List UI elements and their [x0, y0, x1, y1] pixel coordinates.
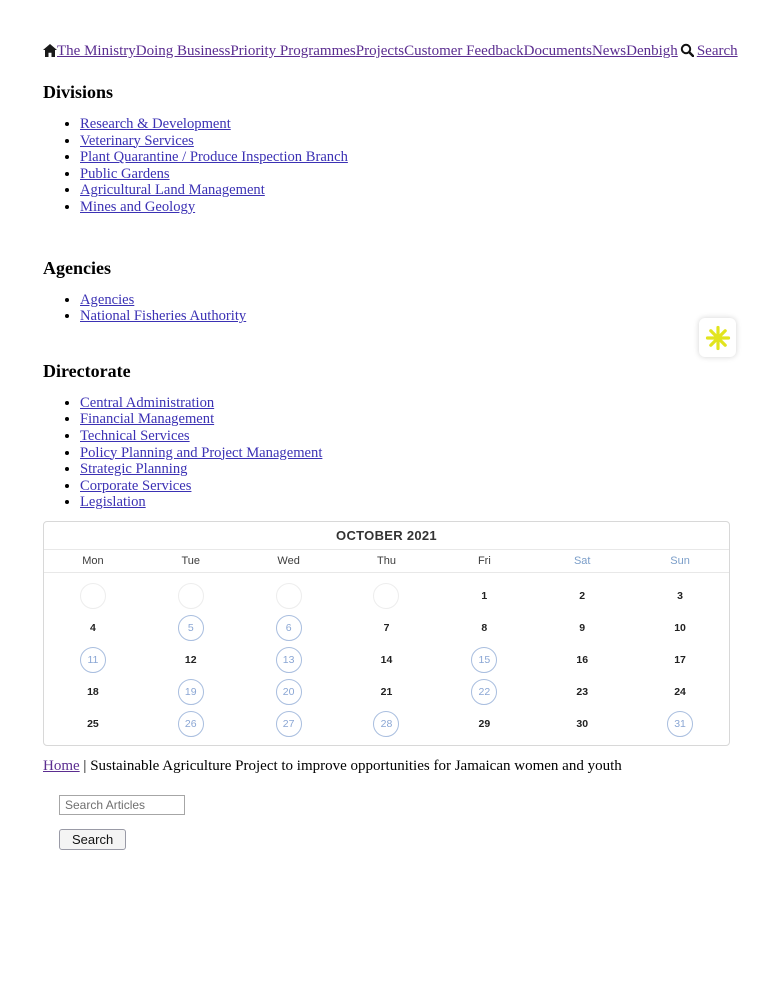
calendar-cell [533, 615, 631, 641]
calendar-day-22[interactable]: 22 [471, 679, 497, 705]
list-item [80, 149, 730, 166]
calendar-cell [240, 583, 338, 609]
calendar-cell [533, 711, 631, 737]
calendar-day-26[interactable]: 26 [178, 711, 204, 737]
link-public-gardens[interactable]: Public Gardens [80, 165, 170, 182]
calendar-cell [435, 583, 533, 609]
calendar-cell [44, 583, 142, 609]
calendar-day-30: 30 [576, 717, 589, 730]
weekday-sat: Sat [573, 554, 591, 567]
list-item [80, 478, 730, 495]
calendar-cell [338, 711, 436, 737]
link-agricultural-land-management[interactable]: Agricultural Land Management [80, 182, 265, 199]
calendar-day-20[interactable]: 20 [276, 679, 302, 705]
calendar-empty-day [80, 583, 106, 609]
calendar-cell [142, 615, 240, 641]
calendar-cell [142, 583, 240, 609]
calendar-day-23: 23 [576, 685, 589, 698]
calendar-cell [44, 679, 142, 705]
link-plant-quarantine-produce-inspection-branch[interactable]: Plant Quarantine / Produce Inspection Branch [80, 149, 348, 166]
calendar-day-21: 21 [380, 685, 393, 698]
weekday-thu: Thu [377, 554, 396, 567]
calendar-day-7: 7 [383, 621, 390, 634]
calendar-empty-day [178, 583, 204, 609]
nav-link-the-ministry[interactable]: The Ministry [57, 43, 136, 59]
link-research-development[interactable]: Research & Development [80, 116, 231, 132]
breadcrumb-home-link[interactable]: Home [43, 757, 80, 774]
calendar-day-24: 24 [674, 685, 686, 698]
list-item [80, 428, 730, 445]
calendar-cell [631, 583, 729, 609]
calendar-day-4: 4 [90, 621, 96, 634]
calendar-day-8: 8 [481, 621, 488, 634]
list-item [80, 182, 730, 199]
nav-link-projects[interactable]: Projects [355, 43, 405, 59]
section-links-agencies [43, 292, 730, 325]
calendar-day-2: 2 [579, 589, 586, 602]
section-title-agencies: Agencies [43, 257, 111, 278]
link-legislation[interactable]: Legislation [80, 494, 146, 511]
calendar-cell [142, 711, 240, 737]
nav-link-doing-business[interactable]: Doing Business [135, 43, 231, 59]
calendar-day-14: 14 [380, 653, 393, 666]
calendar-cell [44, 711, 142, 737]
nav-link-documents[interactable]: Documents [523, 43, 592, 59]
calendar-cell [44, 615, 142, 641]
calendar-cell [435, 679, 533, 705]
link-national-fisheries-authority[interactable]: National Fisheries Authority [80, 308, 247, 325]
list-item [80, 199, 730, 216]
calendar-cell [631, 615, 729, 641]
calendar-cell [240, 679, 338, 705]
link-financial-management[interactable]: Financial Management [80, 411, 215, 428]
breadcrumb-page-title: Sustainable Agriculture Project to improve opportunities for Jamaican women and youth [90, 757, 622, 774]
calendar-cell [142, 679, 240, 705]
search-articles-input[interactable] [59, 795, 185, 815]
calendar-cell [240, 711, 338, 737]
list-item [80, 308, 730, 325]
calendar-day-5[interactable]: 5 [178, 615, 204, 641]
calendar-day-3: 3 [677, 589, 683, 602]
link-technical-services[interactable]: Technical Services [80, 427, 190, 444]
nav-link-priority-programmes[interactable]: Priority Programmes [230, 43, 356, 59]
calendar-day-1: 1 [481, 589, 488, 602]
calendar-cell [435, 647, 533, 673]
section-links-directorate [43, 395, 730, 511]
calendar-day-29: 29 [478, 717, 491, 730]
list-item [80, 116, 730, 133]
home-icon [43, 44, 57, 57]
calendar-empty-day [276, 583, 302, 609]
weekday-wed: Wed [277, 554, 300, 567]
calendar-day-9: 9 [579, 621, 586, 634]
list-item [80, 411, 730, 428]
list-item [80, 395, 730, 412]
calendar-cell [435, 615, 533, 641]
calendar-cell [338, 583, 436, 609]
nav-links [57, 43, 678, 59]
list-item [80, 445, 730, 462]
calendar-day-18: 18 [87, 685, 99, 698]
list-item [80, 461, 730, 478]
nav-link-news[interactable]: News [591, 43, 627, 59]
article-search-area [59, 795, 730, 850]
section-title-directorate: Directorate [43, 360, 131, 381]
weekday-tue: Tue [181, 554, 201, 567]
nav-search-label: Search [696, 43, 738, 59]
accessibility-widget[interactable] [699, 318, 736, 357]
breadcrumb [43, 758, 730, 775]
nav-search-link[interactable] [678, 43, 738, 59]
search-icon [680, 43, 694, 57]
calendar-empty-day [373, 583, 399, 609]
calendar-day-11[interactable]: 11 [80, 647, 106, 673]
home-link[interactable] [43, 43, 57, 59]
link-agencies[interactable]: Agencies [80, 291, 135, 308]
calendar-day-15[interactable]: 15 [471, 647, 497, 673]
section-title-divisions: Divisions [43, 82, 114, 102]
breadcrumb-separator: | [83, 757, 87, 774]
list-item [80, 166, 730, 183]
calendar-day-6[interactable]: 6 [276, 615, 302, 641]
calendar-cell [142, 647, 240, 673]
calendar-cell [240, 647, 338, 673]
list-item [80, 292, 730, 309]
calendar-day-17: 17 [674, 653, 686, 666]
calendar-cell [631, 711, 729, 737]
calendar-cell [533, 679, 631, 705]
nav-link-customer-feedback[interactable]: Customer Feedback [404, 43, 524, 59]
list-item [80, 133, 730, 150]
search-articles-button[interactable]: Search [59, 829, 126, 850]
accessibility-asterisk-icon [705, 325, 731, 351]
calendar-day-10: 10 [674, 621, 686, 634]
calendar-weekday-row [44, 550, 729, 573]
calendar-cell [338, 615, 436, 641]
link-corporate-services[interactable]: Corporate Services [80, 477, 192, 494]
calendar-day-13[interactable]: 13 [276, 647, 302, 673]
calendar-day-16: 16 [576, 653, 589, 666]
section-links-divisions [43, 116, 730, 216]
calendar-cell [44, 647, 142, 673]
calendar-cell [435, 711, 533, 737]
weekday-sun: Sun [670, 554, 690, 567]
link-policy-planning-and-project-management[interactable]: Policy Planning and Project Management [80, 444, 323, 461]
calendar-day-27[interactable]: 27 [276, 711, 302, 737]
sections-container [43, 82, 730, 511]
link-mines-and-geology[interactable]: Mines and Geology [80, 198, 196, 215]
calendar-day-grid [44, 573, 729, 745]
event-calendar [43, 521, 730, 746]
calendar-day-12: 12 [184, 653, 197, 666]
calendar-day-25: 25 [87, 717, 99, 730]
calendar-cell [338, 647, 436, 673]
calendar-cell [338, 679, 436, 705]
calendar-title: OCTOBER 2021 [44, 522, 729, 550]
link-strategic-planning[interactable]: Strategic Planning [80, 461, 188, 478]
calendar-cell [533, 647, 631, 673]
calendar-day-19[interactable]: 19 [178, 679, 204, 705]
calendar-cell [631, 647, 729, 673]
calendar-cell [240, 615, 338, 641]
calendar-day-31[interactable]: 31 [667, 711, 693, 737]
calendar-cell [631, 679, 729, 705]
weekday-mon: Mon [82, 554, 104, 567]
calendar-day-28[interactable]: 28 [373, 711, 399, 737]
nav-link-denbigh[interactable]: Denbigh [626, 43, 678, 59]
calendar-cell [533, 583, 631, 609]
list-item [80, 494, 730, 511]
top-nav [43, 43, 738, 60]
weekday-fri: Fri [477, 554, 491, 567]
link-veterinary-services[interactable]: Veterinary Services [80, 132, 194, 149]
link-central-administration[interactable]: Central Administration [80, 394, 215, 411]
